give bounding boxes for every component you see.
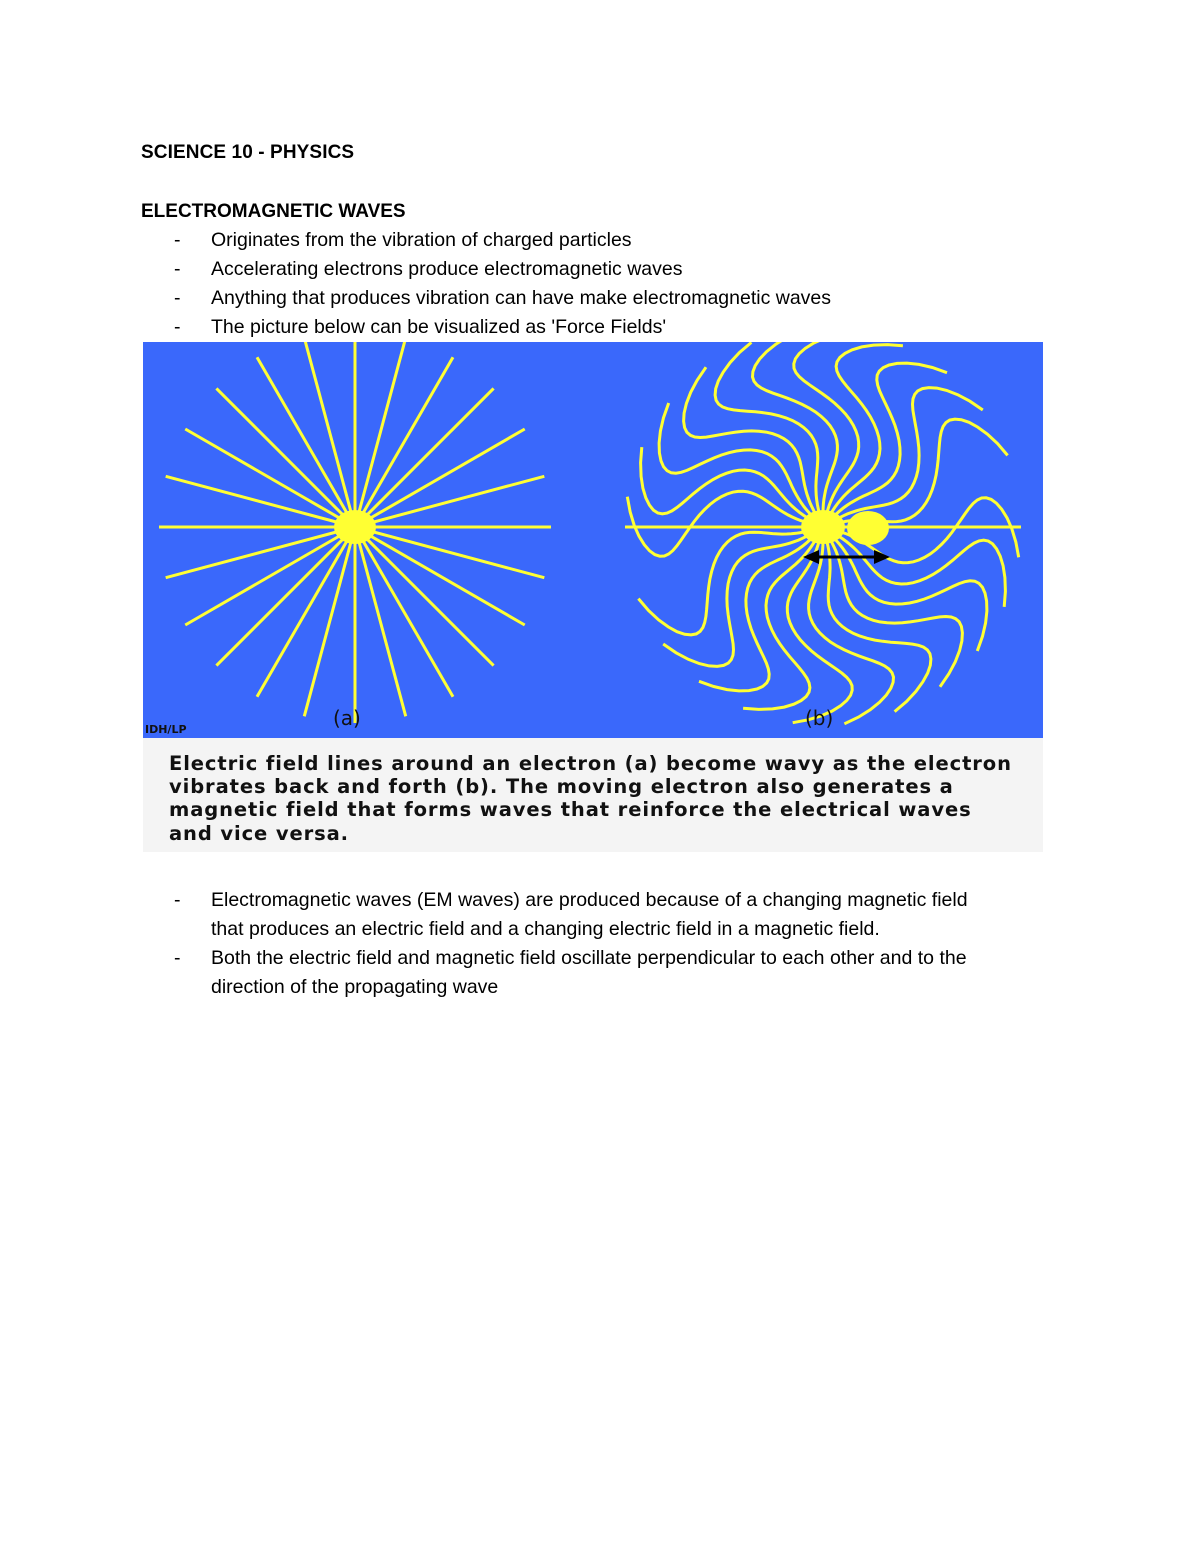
field-line	[362, 539, 453, 697]
bullet-text: Originates from the vibration of charged particles	[211, 229, 632, 251]
bullet-text-line: Electromagnetic waves (EM waves) are produced because of a changing magnetic field	[211, 889, 968, 911]
section-title: ELECTROMAGNETIC WAVES	[141, 201, 406, 222]
figure-credit: IDH/LP	[145, 723, 187, 736]
caption-line: Electric field lines around an electron (a) become wavy as the electron	[169, 752, 1012, 775]
bullet-list-bottom	[141, 886, 1061, 1002]
panel-label-b: (b)	[805, 706, 834, 730]
field-line	[304, 342, 351, 513]
bullet-dash: -	[174, 258, 181, 280]
bullet-text-line: that produces an electric field and a changing electric field in a magnetic field.	[211, 918, 880, 940]
field-line	[359, 541, 406, 717]
bullet-list-top	[141, 226, 1061, 342]
bullet-dash: -	[174, 947, 181, 969]
field-lines-figure	[143, 342, 1043, 738]
field-line	[835, 534, 1005, 607]
caption-line: vibrates back and forth (b). The moving electron also generates a	[169, 775, 954, 798]
field-line	[367, 534, 525, 625]
list-item	[141, 284, 1061, 313]
list-item	[141, 226, 1061, 255]
field-line	[641, 447, 811, 520]
electron-a	[334, 510, 376, 544]
bullet-text-line: Both the electric field and magnetic field oscillate perpendicular to each other and to the	[211, 947, 967, 969]
field-line	[304, 541, 351, 717]
field-line	[257, 357, 348, 515]
list-item	[141, 886, 1061, 944]
field-line	[166, 531, 342, 578]
bullet-text: The picture below can be visualized as 'Force Fields'	[211, 316, 667, 338]
field-line	[365, 537, 494, 666]
bullet-text: Accelerating electrons produce electromagnetic waves	[211, 258, 683, 280]
caption-line: magnetic field that forms waves that reinforce the electrical waves	[169, 798, 972, 821]
field-line	[359, 342, 406, 513]
field-line	[185, 429, 343, 520]
field-lines-diagram	[143, 342, 1043, 738]
field-line	[216, 537, 345, 666]
course-title: SCIENCE 10 - PHYSICS	[141, 142, 355, 163]
panel-label-a: (a)	[333, 706, 361, 730]
field-line	[216, 388, 345, 517]
bullet-text-line: direction of the propagating wave	[211, 976, 499, 998]
field-line	[257, 539, 348, 697]
field-line	[185, 534, 343, 625]
bullet-text: Anything that produces vibration can have make electromagnetic waves	[211, 287, 832, 309]
list-item	[141, 255, 1061, 284]
field-line	[743, 539, 816, 709]
field-line	[365, 388, 494, 517]
list-item	[141, 944, 1061, 1002]
field-line	[369, 531, 545, 578]
caption-line: and vice versa.	[169, 822, 349, 845]
field-line	[367, 429, 525, 520]
field-line	[369, 476, 545, 523]
bullet-dash: -	[174, 287, 181, 309]
electron-b-displaced	[847, 511, 889, 545]
list-item	[141, 313, 1061, 342]
field-line	[830, 345, 903, 515]
electron-b	[801, 510, 845, 544]
bullet-dash: -	[174, 316, 181, 338]
field-line	[362, 357, 453, 515]
bullet-dash: -	[174, 889, 181, 911]
bullet-dash: -	[174, 229, 181, 251]
field-line	[166, 476, 342, 523]
figure-caption	[143, 738, 1043, 852]
